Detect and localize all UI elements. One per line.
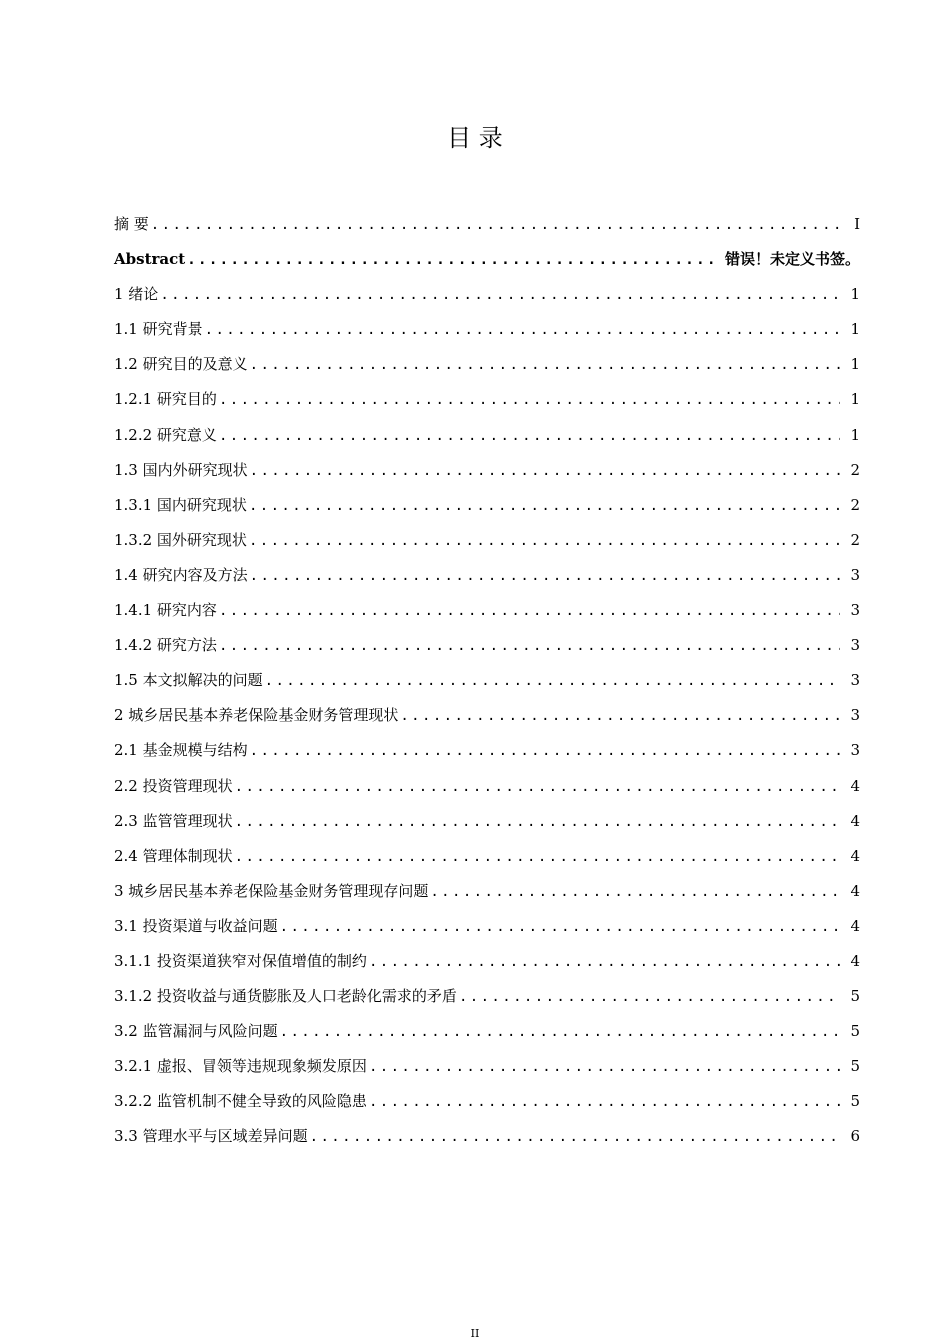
toc-entry-label: 1.3.2 国外研究现状	[114, 530, 247, 549]
toc-entry[interactable]	[114, 909, 860, 944]
toc-dot-leader	[160, 278, 840, 313]
toc-entry[interactable]	[114, 804, 860, 839]
toc-dot-leader	[235, 770, 840, 805]
toc-dot-leader	[250, 734, 840, 769]
toc-entry[interactable]	[114, 207, 860, 242]
toc-entry[interactable]	[114, 1119, 860, 1154]
toc-entry[interactable]	[114, 1049, 860, 1084]
toc-dot-leader	[265, 664, 840, 699]
toc-entry-page: 3	[850, 706, 860, 725]
toc-entry-label: 3.2.2 监管机制不健全导致的风险隐患	[114, 1092, 367, 1111]
toc-dot-leader	[219, 594, 840, 629]
toc-entry-page: 3	[850, 601, 860, 620]
toc-entry[interactable]	[114, 523, 860, 558]
toc-dot-leader	[250, 348, 840, 383]
toc-entry-page: 1	[850, 355, 860, 374]
toc-entry[interactable]	[114, 1084, 860, 1119]
toc-entry[interactable]	[114, 277, 860, 312]
toc-dot-leader	[369, 1050, 840, 1085]
toc-entry-label: 1.4.1 研究内容	[114, 601, 217, 620]
toc-dot-leader	[235, 805, 840, 840]
toc-dot-leader	[430, 875, 840, 910]
toc-dot-leader	[235, 840, 840, 875]
toc-entry[interactable]	[114, 593, 860, 628]
table-of-contents	[114, 207, 860, 1155]
toc-entry-page: 1	[850, 285, 860, 304]
toc-entry-page: 3	[850, 741, 860, 760]
toc-entry-page: 2	[850, 495, 860, 514]
toc-dot-leader	[187, 243, 719, 278]
toc-dot-leader	[250, 559, 840, 594]
toc-entry-page: 2	[850, 460, 860, 479]
toc-entry[interactable]	[114, 242, 860, 277]
toc-entry-page: 5	[850, 1057, 860, 1076]
toc-entry-page: 3	[850, 565, 860, 584]
toc-entry[interactable]	[114, 312, 860, 347]
toc-entry-label: 3.3 管理水平与区域差异问题	[114, 1127, 308, 1146]
toc-entry[interactable]	[114, 382, 860, 417]
toc-entry-label: 1.5 本文拟解决的问题	[114, 671, 263, 690]
toc-entry-page: 4	[850, 846, 860, 865]
toc-entry-label: 1.4.2 研究方法	[114, 636, 217, 655]
toc-entry-page: I	[854, 215, 860, 233]
toc-entry-label: 3.1 投资渠道与收益问题	[114, 916, 278, 935]
toc-entry-label: 3.2.1 虚报、冒领等违规现象频发原因	[114, 1057, 367, 1076]
toc-entry[interactable]	[114, 944, 860, 979]
toc-entry-label: 1.2 研究目的及意义	[114, 355, 248, 374]
toc-dot-leader	[459, 980, 840, 1015]
toc-entry-label: 2 城乡居民基本养老保险基金财务管理现状	[114, 706, 399, 725]
toc-dot-leader	[205, 313, 840, 348]
toc-entry-page: 4	[850, 916, 860, 935]
toc-entry-label: 3.2 监管漏洞与风险问题	[114, 1022, 278, 1041]
toc-entry[interactable]	[114, 874, 860, 909]
toc-entry-label: 1.2.2 研究意义	[114, 425, 217, 444]
page-number: II	[470, 1327, 480, 1340]
toc-entry[interactable]	[114, 347, 860, 382]
toc-dot-leader	[369, 1085, 840, 1120]
toc-entry-label: 1.2.1 研究目的	[114, 390, 217, 409]
page-title: 目 录	[447, 124, 503, 152]
toc-entry-label: 1.3 国内外研究现状	[114, 460, 248, 479]
toc-entry[interactable]	[114, 663, 860, 698]
toc-dot-leader	[219, 629, 840, 664]
toc-entry-label: 2.1 基金规模与结构	[114, 741, 248, 760]
toc-entry-page: 4	[850, 881, 860, 900]
toc-entry[interactable]	[114, 979, 860, 1014]
toc-entry-page: 4	[850, 776, 860, 795]
toc-entry-page: 1	[850, 425, 860, 444]
toc-dot-leader	[250, 454, 840, 489]
toc-entry-page: 6	[850, 1127, 860, 1146]
toc-entry[interactable]	[114, 733, 860, 768]
toc-entry-page: 4	[850, 811, 860, 830]
toc-entry-page: 错误！未定义书签。	[724, 250, 860, 269]
toc-entry-page: 4	[850, 951, 860, 970]
toc-entry-page: 5	[850, 1092, 860, 1111]
toc-entry-label: 1.3.1 国内研究现状	[114, 495, 247, 514]
toc-entry[interactable]	[114, 453, 860, 488]
toc-entry[interactable]	[114, 1014, 860, 1049]
toc-entry[interactable]	[114, 558, 860, 593]
toc-entry-label: 摘 要	[114, 215, 149, 233]
toc-entry-label: 3.1.2 投资收益与通货膨胀及人口老龄化需求的矛盾	[114, 987, 457, 1006]
toc-dot-leader	[400, 699, 840, 734]
toc-dot-leader	[219, 419, 840, 454]
toc-dot-leader	[280, 910, 840, 945]
toc-dot-leader	[280, 1015, 840, 1050]
toc-entry-label: 3 城乡居民基本养老保险基金财务管理现存问题	[114, 881, 429, 900]
toc-entry[interactable]	[114, 698, 860, 733]
toc-dot-leader	[249, 489, 840, 524]
toc-dot-leader	[151, 208, 840, 243]
toc-entry[interactable]	[114, 488, 860, 523]
toc-entry-label: 2.4 管理体制现状	[114, 846, 233, 865]
toc-entry-page: 1	[850, 390, 860, 409]
toc-dot-leader	[310, 1120, 840, 1155]
toc-entry-label: 2.2 投资管理现状	[114, 776, 233, 795]
toc-dot-leader	[219, 383, 840, 418]
toc-entry-label: 2.3 监管管理现状	[114, 811, 233, 830]
toc-entry[interactable]	[114, 839, 860, 874]
toc-entry[interactable]	[114, 769, 860, 804]
toc-entry[interactable]	[114, 628, 860, 663]
toc-entry-page: 3	[850, 636, 860, 655]
toc-entry-label: Abstract	[114, 250, 186, 269]
toc-entry-page: 5	[850, 1022, 860, 1041]
toc-dot-leader	[369, 945, 840, 980]
toc-entry-label: 3.1.1 投资渠道狭窄对保值增值的制约	[114, 951, 367, 970]
toc-entry-label: 1.4 研究内容及方法	[114, 565, 248, 584]
toc-entry[interactable]	[114, 418, 860, 453]
toc-entry-page: 2	[850, 530, 860, 549]
toc-entry-page: 1	[850, 320, 860, 339]
toc-entry-label: 1 绪论	[114, 285, 159, 304]
toc-entry-page: 3	[850, 671, 860, 690]
toc-entry-page: 5	[850, 987, 860, 1006]
toc-dot-leader	[249, 524, 840, 559]
toc-entry-label: 1.1 研究背景	[114, 320, 203, 339]
